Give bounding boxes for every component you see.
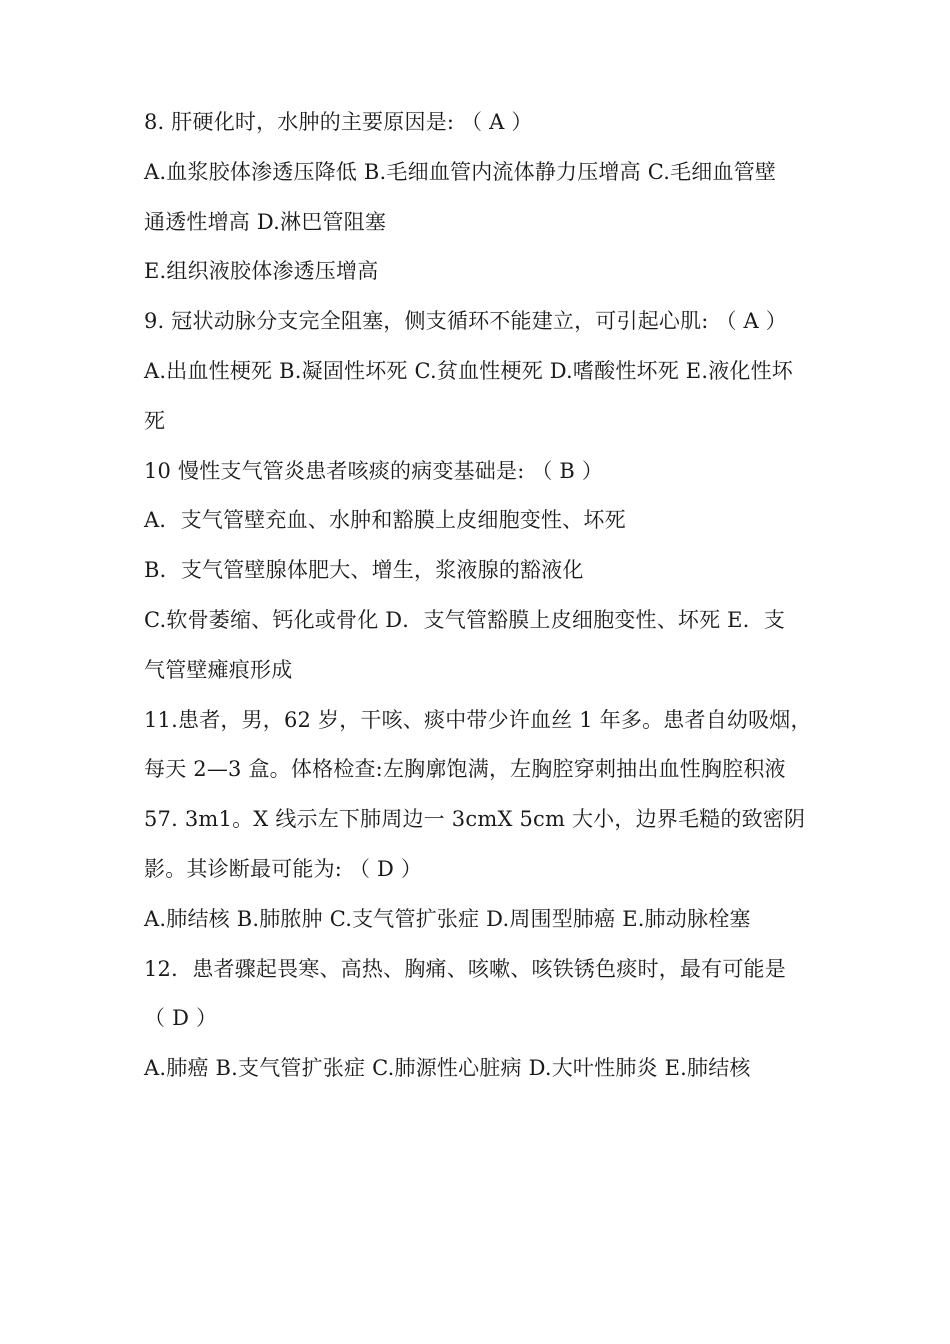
question-8-options-line-2: 通透性增高 D.淋巴管阻塞 bbox=[144, 209, 387, 234]
question-10-options-line-4: 气管壁瘫痕形成 bbox=[144, 657, 293, 682]
question-10-option-a: A．支气管壁充血、水肿和豁膜上皮细胞变性、坏死 bbox=[144, 508, 626, 533]
question-8-stem: 8. 肝硬化时，水肿的主要原因是: （ A ） bbox=[144, 110, 533, 134]
question-8-options-line-3: E.组织液胶体渗透压增高 bbox=[144, 259, 379, 284]
question-11-stem-line-1: 11.患者，男，62 岁，干咳、痰中带少许血丝 1 年多。患者自幼吸烟， bbox=[144, 707, 812, 732]
question-10-stem: 10 慢性支气管炎患者咳痰的病变基础是: （ B ） bbox=[144, 458, 604, 483]
question-9-stem: 9. 冠状动脉分支完全阻塞，侧支循环不能建立，可引起心肌: （ A ） bbox=[144, 309, 787, 334]
question-12-options: A.肺癌 B.支气管扩张症 C.肺源性心脏病 D.大叶性肺炎 E.肺结核 bbox=[144, 1056, 751, 1081]
question-8-options-line-1: A.血浆胶体渗透压降低 B.毛细血管内流体静力压增高 C.毛细血管壁 bbox=[144, 159, 777, 184]
question-11-stem-line-2: 每天 2—3 盒。体格检查:左胸廓饱满，左胸腔穿刺抽出血性胸腔积液 bbox=[144, 757, 786, 782]
question-9-options-line-1: A.出血性梗死 B.凝固性坏死 C.贫血性梗死 D.嗜酸性坏死 E.液化性坏 bbox=[144, 358, 794, 383]
question-11-options: A.肺结核 B.肺脓肿 C.支气管扩张症 D.周围型肺癌 E.肺动脉栓塞 bbox=[144, 906, 751, 931]
question-12-stem-line-2: （ D ） bbox=[144, 1006, 218, 1031]
question-10-option-b: B．支气管壁腺体肥大、增生，浆液腺的豁液化 bbox=[144, 558, 584, 583]
question-9-options-line-2: 死 bbox=[144, 408, 166, 433]
question-12-stem-line-1: 12．患者骤起畏寒、高热、胸痛、咳嗽、咳铁锈色痰时，最有可能是 bbox=[144, 956, 786, 981]
question-11-stem-line-3: 57. 3m1。X 线示左下肺周边一 3cmX 5cm 大小，边界毛糙的致密阴 bbox=[144, 807, 806, 832]
document-body bbox=[144, 98, 824, 1094]
question-11-stem-line-4: 影。其诊断最可能为: （ D ） bbox=[144, 856, 423, 881]
question-10-options-line-3: C.软骨萎缩、钙化或骨化 D．支气管豁膜上皮细胞变性、坏死 E．支 bbox=[144, 607, 786, 632]
